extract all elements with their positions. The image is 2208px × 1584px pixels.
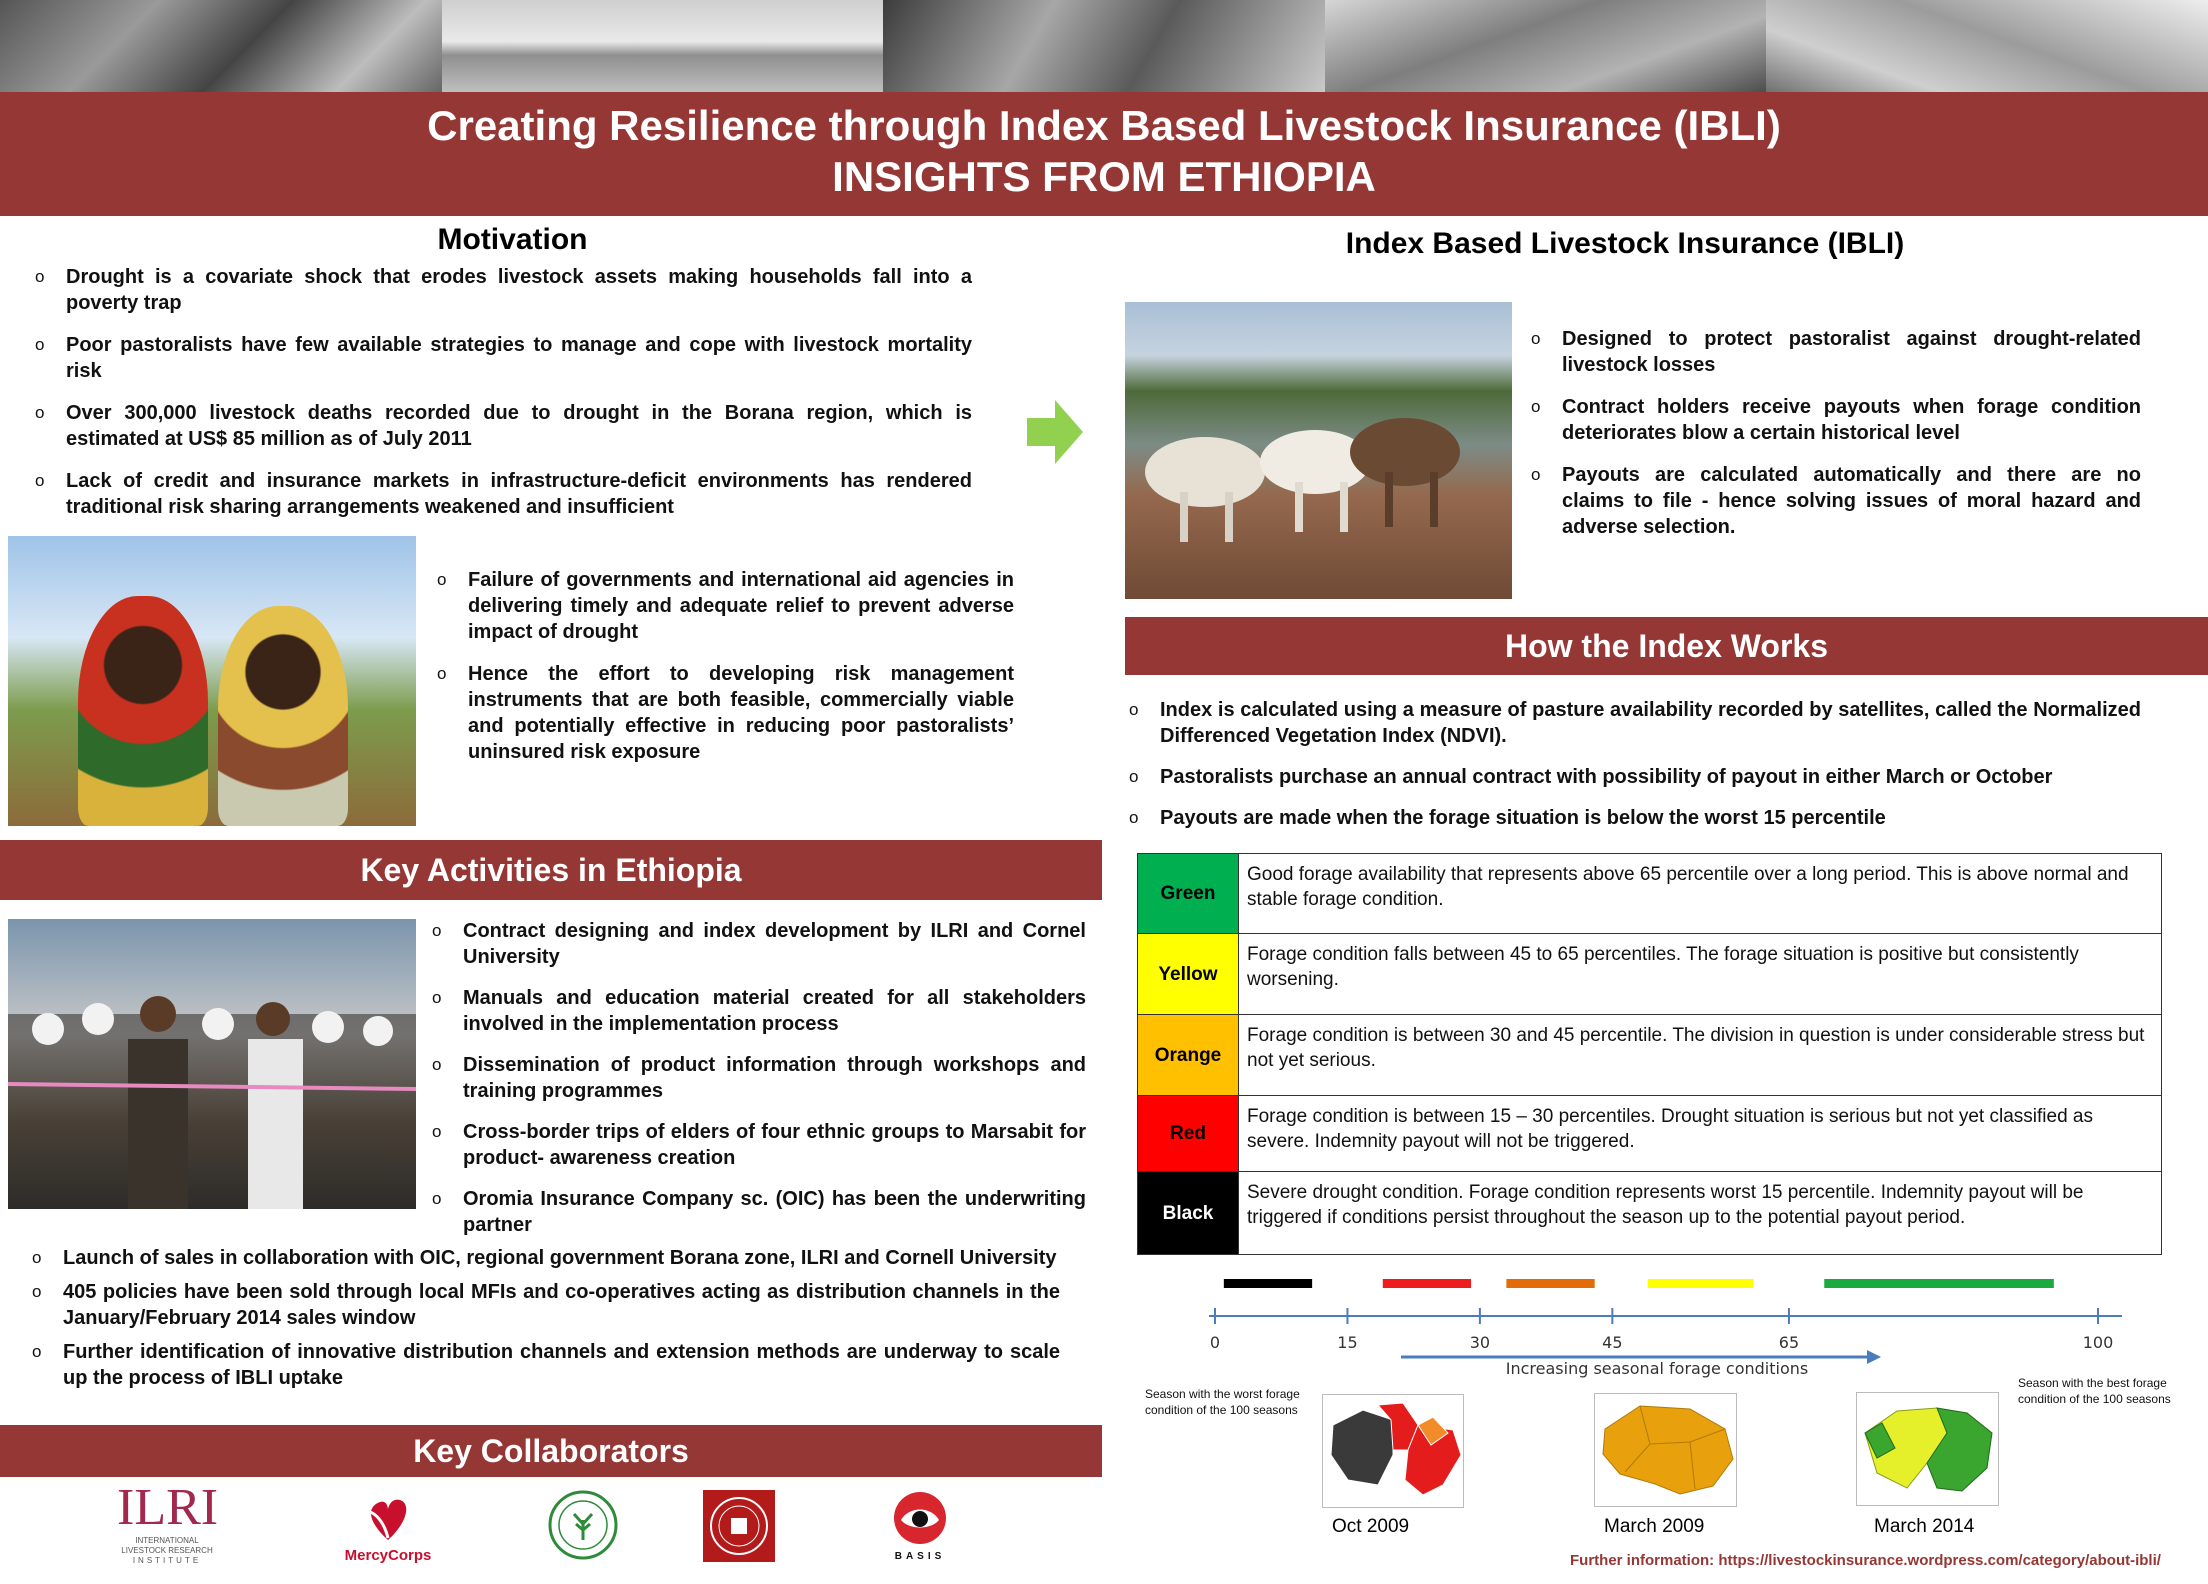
motivation-bullet: o Poor pastoralists have few available strategies to manage and cope with livestock mortality risk [35,332,972,384]
ilri-logo: ILRI INTERNATIONAL LIVESTOCK RESEARCH INSTITUTE [117,1479,219,1565]
poster-subtitle: INSIGHTS FROM ETHIOPIA [832,153,1376,200]
ribbon-cutting-photo [8,919,416,1209]
header-photo-strip [0,0,2208,92]
scale-band [1224,1279,1312,1288]
header-photo [442,0,884,92]
activity-bullet: o Manuals and education material created for all stakeholders involved in the implementation process [432,985,1086,1037]
map-caption: March 2014 [1874,1516,1975,1537]
worst-season-note: Season with the worst forage condition of the 100 seasons [1145,1387,1300,1417]
activity-bullet: o 405 policies have been sold through local MFIs and co-operatives acting as distribution channels in the January/February 2014 sales window [32,1279,1060,1331]
mercycorps-icon [358,1492,418,1542]
ibli-bullet: o Designed to protect pastoralist against drought-related livestock losses [1531,326,2141,378]
key-activities-list [432,918,1086,1238]
map-caption: March 2009 [1604,1516,1705,1537]
legend-row [1138,854,2162,934]
index-bullet: o Pastoralists purchase an annual contract with possibility of payout in either March or October [1129,764,2141,790]
key-activities-heading: Key Activities in Ethiopia [0,840,1102,900]
motivation-bullet: o Drought is a covariate shock that erodes livestock assets making households fall into a poverty trap [35,264,972,316]
legend-row [1138,1015,2162,1096]
index-list [1129,697,2141,831]
legend-description: Forage condition is between 15 – 30 percentiles. Drought situation is serious but not yet classified as severe. Indemnity payout will not be triggered. [1239,1096,2162,1172]
motivation-bullet: o Lack of credit and insurance markets in infrastructure-deficit environments has rendered traditional risk sharing arrangements weakened and insufficient [35,468,972,520]
legend-swatch: Orange [1138,1015,1239,1096]
legend-description: Severe drought condition. Forage condition represents worst 15 percentile. Indemnity payout will be triggered if conditions persist throughout the season up to the potential payout period. [1239,1172,2162,1255]
ibli-heading: Index Based Livestock Insurance (IBLI) [1345,227,1905,260]
forage-legend-table [1137,853,2162,1255]
key-collaborators-heading: Key Collaborators [0,1425,1102,1477]
cornell-logo [703,1490,775,1562]
motivation-list-2 [437,567,1014,765]
legend-description: Forage condition falls between 45 to 65 percentiles. The forage situation is positive but consistently worsening. [1239,934,2162,1015]
ibli-bullet: o Contract holders receive payouts when forage condition deteriorates blow a certain historical level [1531,394,2141,446]
header-photo [883,0,1325,92]
legend-swatch: Red [1138,1096,1239,1172]
map-caption: Oct 2009 [1332,1516,1410,1537]
legend-row [1138,934,2162,1015]
collaborator-logos [0,1480,1102,1584]
scale-band [1506,1279,1594,1288]
cornell-seal-icon [703,1490,775,1562]
activity-bullet: o Dissemination of product information through workshops and training programmes [432,1052,1086,1104]
basis-logo: BASIS [885,1490,955,1562]
scale-band [1824,1279,2054,1288]
map-oct-2009 [1322,1394,1464,1508]
motivation-bullet: o Over 300,000 livestock deaths recorded due to drought in the Borana region, which is estimated at US$ 85 million as of July 2011 [35,400,972,452]
map-march-2009 [1594,1393,1737,1507]
legend-swatch: Black [1138,1172,1239,1255]
motivation-list [35,264,972,520]
activity-bullet: o Contract designing and index development by ILRI and Cornel University [432,918,1086,970]
scale-tick-label: 65 [1778,1333,1800,1352]
map-march-2014 [1856,1392,1999,1506]
index-bullet: o Payouts are made when the forage situation is below the worst 15 percentile [1129,805,2141,831]
green-arrow-icon [1027,400,1083,464]
scale-band [1648,1279,1754,1288]
seal-logo [548,1490,618,1560]
mercycorps-logo: MercyCorps [338,1492,438,1564]
cattle-photo [1125,302,1512,599]
key-activities-list-2 [32,1245,1060,1391]
activity-bullet: o Further identification of innovative distribution channels and extension methods are underway to scale up the process of IBLI uptake [32,1339,1060,1391]
legend-description: Forage condition is between 30 and 45 percentile. The division in question is under considerable stress but not yet serious. [1239,1015,2162,1096]
legend-swatch: Green [1138,854,1239,934]
index-bullet: o Index is calculated using a measure of pasture availability recorded by satellites, called the Normalized Differenced Vegetation Index (NDVI). [1129,697,2141,749]
arrowhead-icon [1867,1350,1881,1364]
scale-tick-label: 45 [1602,1333,1623,1352]
activity-bullet: o Oromia Insurance Company sc. (OIC) has been the underwriting partner [432,1186,1086,1238]
scale-band [1383,1279,1471,1288]
header-photo [0,0,442,92]
scale-tick-label: 0 [1209,1333,1221,1352]
motivation-bullet: o Hence the effort to developing risk management instruments that are both feasible, commercially viable and potentially effective in reducing poor pastoralists’ uninsured risk exposure [437,661,1014,765]
basis-icon [887,1490,953,1546]
scale-direction-label: Increasing seasonal forage conditions [1505,1359,1809,1378]
activity-bullet: o Launch of sales in collaboration with OIC, regional government Borana zone, ILRI and Cornell University [32,1245,1060,1271]
motivation-bullet: o Failure of governments and international aid agencies in delivering timely and adequate relief to prevent adverse impact of drought [437,567,1014,645]
scale-tick-label: 30 [1469,1333,1491,1352]
title-banner [0,92,2208,216]
footer-link[interactable]: Further information: https://livestockinsurance.wordpress.com/category/about-ibli/ [1570,1552,2161,1569]
women-photo [8,536,416,826]
header-photo [1325,0,1767,92]
legend-swatch: Yellow [1138,934,1239,1015]
header-photo [1766,0,2208,92]
poster-title: Creating Resilience through Index Based Livestock Insurance (IBLI) [427,102,1781,149]
legend-description: Good forage availability that represents above 65 percentile over a long period. This is above normal and stable forage condition. [1239,854,2162,934]
legend-row [1138,1172,2162,1255]
seal-icon [548,1490,618,1560]
how-index-works-heading: How the Index Works [1125,617,2208,675]
best-season-note: Season with the best forage condition of the 100 seasons [2018,1376,2171,1406]
activity-bullet: o Cross-border trips of elders of four ethnic groups to Marsabit for product- awareness creation [432,1119,1086,1171]
motivation-heading: Motivation [437,223,588,256]
legend-row [1138,1096,2162,1172]
scale-tick-label: 15 [1337,1333,1358,1352]
ibli-list [1531,326,2141,540]
scale-tick-label: 100 [2082,1333,2114,1352]
ibli-bullet: o Payouts are calculated automatically and there are no claims to file - hence solving issues of moral hazard and adverse selection. [1531,462,2141,540]
